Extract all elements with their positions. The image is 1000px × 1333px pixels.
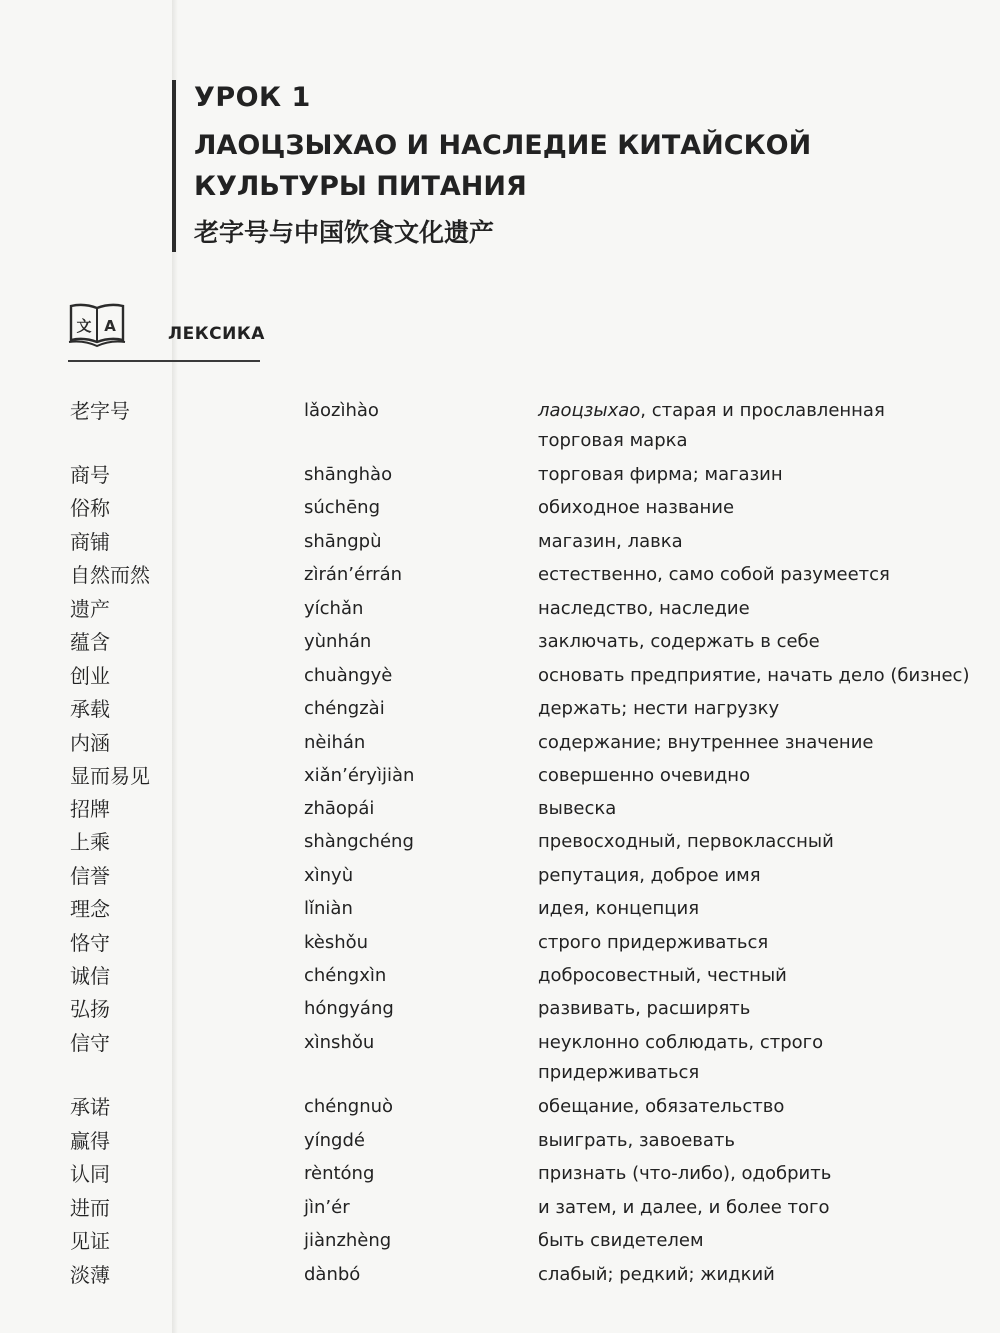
vocab-meaning: [538, 1126, 970, 1156]
vocab-hanzi: 俗称: [70, 496, 110, 520]
vocab-hanzi: 信守: [70, 1031, 110, 1055]
vocab-row: [70, 1159, 970, 1189]
vocab-meaning: [538, 1159, 970, 1189]
vocab-meaning-text: держать; нести нагрузку: [538, 698, 780, 719]
vocab-pinyin: jiànzhèng: [304, 1230, 392, 1251]
vocab-meaning: [538, 396, 970, 456]
vocab-pinyin: shàngchéng: [304, 831, 414, 852]
vocab-row: [70, 794, 970, 824]
vocab-meaning: [538, 661, 970, 691]
vocab-meaning-text: совершенно очевидно: [538, 765, 751, 786]
vocab-hanzi: 商铺: [70, 530, 110, 554]
vocab-meaning-text: строго придерживаться: [538, 932, 769, 953]
vocab-row: [70, 594, 970, 624]
vocab-pinyin: chéngnuò: [304, 1096, 394, 1117]
vocab-meaning: [538, 1092, 970, 1122]
book-icon-glyph-left: 文: [76, 317, 92, 335]
vocab-meaning-text: идея, концепция: [538, 898, 700, 919]
vocab-meaning-text: слабый; редкий; жидкий: [538, 1264, 775, 1285]
vocab-hanzi: 蕴含: [70, 630, 110, 654]
lesson-title-line-2: КУЛЬТУРЫ ПИТАНИЯ: [194, 171, 527, 202]
vocab-row: [70, 1260, 970, 1290]
vocab-row: [70, 1126, 970, 1156]
vocab-meaning-text: выиграть, завоевать: [538, 1130, 735, 1151]
vocab-meaning: [538, 794, 970, 824]
vocab-row: [70, 861, 970, 891]
vocab-hanzi: 显而易见: [70, 764, 150, 788]
vocab-meaning-text: естественно, само собой разумеется: [538, 564, 890, 585]
vocab-meaning: [538, 627, 970, 657]
vocab-row: [70, 894, 970, 924]
vocab-row: [70, 827, 970, 857]
vocab-meaning: [538, 1226, 970, 1256]
vocab-meaning-text: признать (что-либо), одобрить: [538, 1163, 832, 1184]
book-icon-glyph-right: A: [104, 317, 116, 335]
vocab-hanzi: 赢得: [70, 1129, 110, 1153]
vocab-row: [70, 460, 970, 490]
vocab-meaning-text: магазин, лавка: [538, 531, 683, 552]
vocab-hanzi: 招牌: [70, 797, 110, 821]
lexicon-section-header: [68, 300, 265, 362]
vocab-row: [70, 560, 970, 590]
vocab-row: [70, 627, 970, 657]
vocab-row: [70, 961, 970, 991]
vocab-row: [70, 1092, 970, 1122]
vocab-meaning-lead: лаоцзыхао: [538, 400, 641, 421]
vocab-row: [70, 994, 970, 1024]
vocab-hanzi: 恪守: [70, 931, 110, 955]
vocab-row: [70, 493, 970, 523]
vocab-meaning-text: основать предприятие, начать дело (бизнес): [538, 665, 970, 686]
vocab-pinyin: yíngdé: [304, 1130, 365, 1151]
lesson-header: [172, 80, 972, 252]
vocab-meaning-text: заключать, содержать в себе: [538, 631, 820, 652]
vocab-row: [70, 661, 970, 691]
vocab-hanzi: 理念: [70, 897, 110, 921]
vocab-hanzi: 内涵: [70, 731, 110, 755]
vocab-pinyin: nèihán: [304, 732, 366, 753]
vocab-meaning-text: превосходный, первоклассный: [538, 831, 834, 852]
vocab-pinyin: yíchǎn: [304, 598, 364, 619]
vocab-pinyin: xiǎn’éryìjiàn: [304, 765, 415, 786]
vocab-hanzi: 诚信: [70, 964, 110, 988]
vocab-pinyin: shānghào: [304, 464, 393, 485]
vocab-meaning: [538, 1193, 970, 1223]
vocab-meaning: [538, 1260, 970, 1290]
vocab-row: [70, 396, 970, 456]
vocab-pinyin: chéngxìn: [304, 965, 387, 986]
vocab-row: [70, 928, 970, 958]
vocab-meaning: [538, 1028, 970, 1088]
vocab-meaning: [538, 961, 970, 991]
vocab-pinyin: lǐniàn: [304, 898, 353, 919]
vocab-row: [70, 761, 970, 791]
vocab-meaning: [538, 861, 970, 891]
vocab-meaning: [538, 928, 970, 958]
vocab-meaning: [538, 594, 970, 624]
vocab-hanzi: 认同: [70, 1162, 110, 1186]
vocab-pinyin: zhāopái: [304, 798, 375, 819]
vocab-meaning: [538, 493, 970, 523]
vocab-meaning-text: обиходное название: [538, 497, 735, 518]
vocab-hanzi: 承载: [70, 697, 110, 721]
vocab-pinyin: zìrán’érrán: [304, 564, 403, 585]
lesson-title-chinese: 老字号与中国饮食文化遗产: [194, 218, 495, 247]
vocab-pinyin: súchēng: [304, 497, 380, 518]
vocab-hanzi: 上乘: [70, 830, 110, 854]
vocab-pinyin: jìn’ér: [304, 1197, 350, 1218]
vocab-meaning: [538, 460, 970, 490]
vocab-pinyin: chuàngyè: [304, 665, 393, 686]
vocab-meaning: [538, 527, 970, 557]
lesson-title-line-1: ЛАОЦЗЫХАО И НАСЛЕДИЕ КИТАЙСКОЙ: [194, 130, 812, 161]
vocab-hanzi: 见证: [70, 1229, 110, 1253]
vocab-pinyin: xìnyù: [304, 865, 354, 886]
vocab-pinyin: dànbó: [304, 1264, 361, 1285]
vocab-meaning: [538, 827, 970, 857]
vocab-meaning: [538, 560, 970, 590]
vocab-pinyin: yùnhán: [304, 631, 372, 652]
vocab-hanzi: 老字号: [70, 399, 130, 423]
vocab-meaning: [538, 994, 970, 1024]
vocab-meaning: [538, 728, 970, 758]
vocab-hanzi: 淡薄: [70, 1263, 110, 1287]
vocab-pinyin: hóngyáng: [304, 998, 394, 1019]
vocab-pinyin: shāngpù: [304, 531, 382, 552]
vocab-pinyin: rèntóng: [304, 1163, 375, 1184]
vocab-row: [70, 728, 970, 758]
vocab-meaning-text: наследство, наследие: [538, 598, 750, 619]
vocab-hanzi: 承诺: [70, 1095, 110, 1119]
vocab-pinyin: chéngzài: [304, 698, 385, 719]
vocab-meaning-text: торговая фирма; магазин: [538, 464, 783, 485]
vocab-meaning-text: неуклонно соблюдать, строго придерживаться: [538, 1032, 824, 1083]
vocab-meaning-text: развивать, расширять: [538, 998, 751, 1019]
vocab-meaning-text: добросовестный, честный: [538, 965, 787, 986]
vocab-hanzi: 创业: [70, 664, 110, 688]
vocab-row: [70, 1226, 970, 1256]
vocab-row: [70, 1028, 970, 1088]
vocab-hanzi: 弘扬: [70, 997, 110, 1021]
vocab-meaning-text: содержание; внутреннее значение: [538, 732, 874, 753]
vocab-hanzi: 自然而然: [70, 563, 150, 587]
vocab-row: [70, 1193, 970, 1223]
lesson-number: УРОК 1: [194, 82, 311, 113]
vocab-meaning-text: быть свидетелем: [538, 1230, 704, 1251]
book-icon: [68, 302, 126, 348]
vocab-meaning: [538, 894, 970, 924]
vocab-meaning: [538, 761, 970, 791]
vocab-meaning-text: репутация, доброе имя: [538, 865, 761, 886]
vocab-hanzi: 商号: [70, 463, 110, 487]
vocab-pinyin: xìnshǒu: [304, 1032, 375, 1053]
vocab-row: [70, 527, 970, 557]
vocab-row: [70, 694, 970, 724]
vocab-hanzi: 遗产: [70, 597, 110, 621]
vocab-meaning-text: вывеска: [538, 798, 617, 819]
lexicon-label: ЛЕКСИКА: [168, 324, 265, 344]
vocab-hanzi: 信誉: [70, 864, 110, 888]
vocab-pinyin: lǎozìhào: [304, 400, 379, 421]
vocab-meaning-text: , старая и прославленная торговая марка: [538, 400, 885, 451]
vocab-hanzi: 进而: [70, 1196, 110, 1220]
vocab-meaning-text: обещание, обязательство: [538, 1096, 785, 1117]
vocab-meaning: [538, 694, 970, 724]
vocab-pinyin: kèshǒu: [304, 932, 369, 953]
vocab-meaning-text: и затем, и далее, и более того: [538, 1197, 830, 1218]
